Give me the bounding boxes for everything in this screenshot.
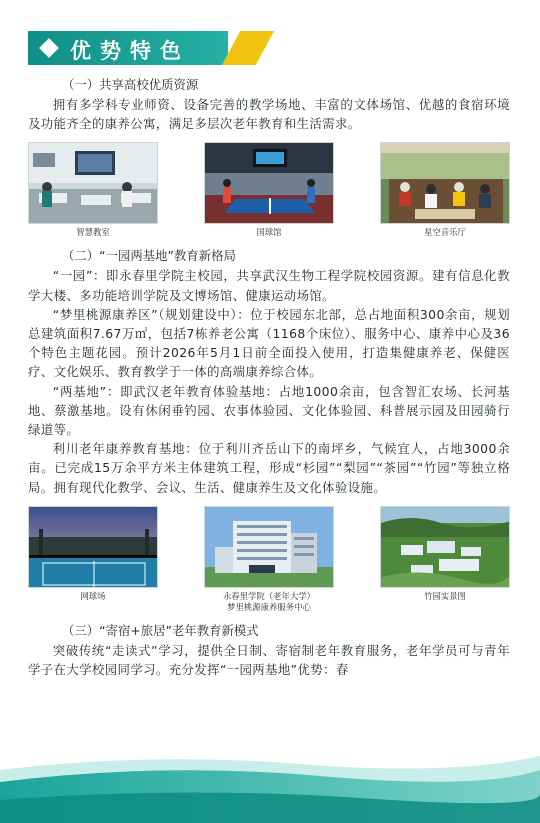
photo-card — [204, 142, 334, 238]
section-2-paragraph: 利川老年康养教育基地：位于利川齐岳山下的南坪乡，气候宜人，占地3000余亩。已完成15万余平方米主体建筑工程，形成“杉园”“梨园”“茶园”“竹园”等独立格局。拥有现代化教学、会议、生活、健康养生及文化体验设施。 — [28, 441, 510, 495]
photo-caption: 国球馆 — [256, 227, 282, 238]
music-hall-photo — [380, 142, 510, 224]
main-content — [28, 74, 510, 679]
photo-caption: 网球场 — [80, 590, 106, 601]
photo-card — [204, 506, 334, 613]
section-1-paragraph: 拥有多学科专业师资、设备完善的教学场地、丰富的文体场馆、优越的食宿环境及功能齐全的康养公寓，满足多层次老年教育和生活需求。 — [28, 97, 510, 132]
table-tennis-hall-photo — [204, 142, 334, 224]
photo-caption-line-2: 梦里桃源康养服务中心 — [227, 601, 311, 612]
photo-caption: 永春里学院（老年大学） — [222, 590, 316, 601]
section-2-paragraph: “两基地”：即武汉老年教育体验基地：占地1000余亩，包含智汇农场、长河基地、蔡激基地。设有休闲垂钓园、农事体验园、文化体验园、科普展示园及田园骑行绿道等。 — [28, 383, 510, 438]
photo-caption: 竹园实景图 — [424, 590, 466, 601]
section-header — [28, 31, 228, 65]
header-accent-stripe — [222, 31, 274, 65]
section-1-title: （一）共享高校优质资源 — [62, 77, 199, 92]
photo-caption: 星空音乐厅 — [424, 227, 466, 238]
photo-card — [380, 142, 510, 238]
service-center-photo — [204, 506, 334, 588]
classroom-photo — [28, 142, 158, 224]
photo-card — [28, 506, 158, 613]
photo-caption: 智慧教室 — [76, 227, 110, 238]
bottom-decorative-wave — [0, 748, 540, 823]
section-3-paragraph: 突破传统“走读式”学习，提供全日制、寄宿制老年教育服务，老年学员可与青年学子在大学校园同学习。充分发挥“一园两基地”优势：春 — [28, 642, 510, 678]
section-3-title: （三）“寄宿+旅居”老年教育新模式 — [62, 622, 259, 638]
diamond-icon — [39, 38, 59, 58]
section-2-paragraph: “一园”：即永春里学院主校园，共享武汉生物工程学院校园资源。建有信息化教学大楼、多功能培训学院及文博场馆、健康运动场馆。 — [28, 268, 510, 303]
bamboo-garden-photo — [380, 506, 510, 588]
tennis-court-photo — [28, 506, 158, 588]
page-title: 优势特色 — [70, 39, 190, 63]
photo-row-1 — [28, 142, 510, 238]
section-2-title: （二）“一园两基地”教育新格局 — [62, 248, 236, 264]
section-2-paragraph: “梦里桃源康养区”（规划建设中）：位于校园东北部，总占地面积300余亩，规划总建筑面积7.67万㎡，包括7栋养老公寓（1168个床位）、服务中心、康养中心及36个特色主题花园。预计2026年5月1日前全面投入使用，打造集健康养老、保健医疗、文化娱乐、教育教学于一体的高端康养综合体。 — [28, 306, 510, 380]
photo-card — [28, 142, 158, 238]
photo-row-2 — [28, 506, 510, 613]
photo-card — [380, 506, 510, 613]
